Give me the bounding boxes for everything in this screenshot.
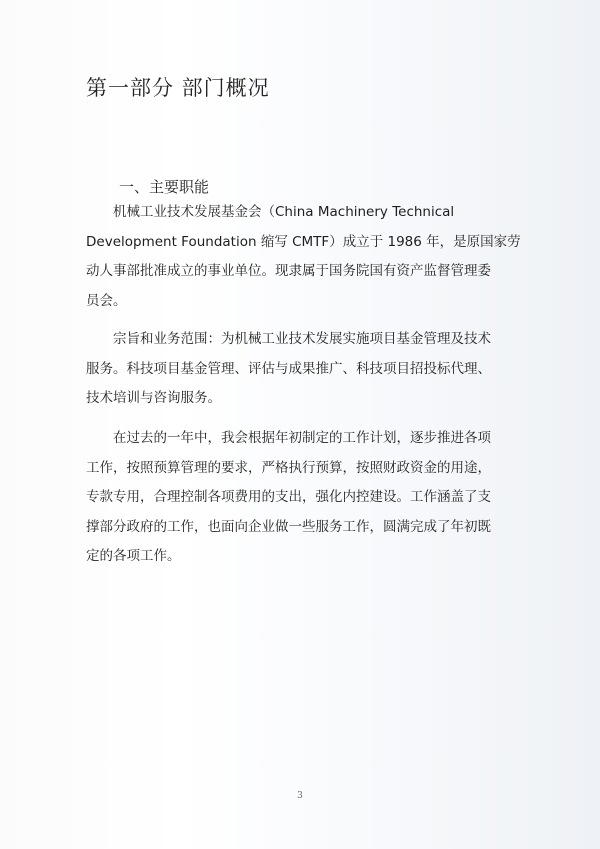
- paragraph-line: 员会。: [86, 292, 127, 309]
- paragraph-line: 机械工业技术发展基金会（China Machinery Technical: [113, 204, 455, 220]
- paragraph-line: 工作，按照预算管理的要求，严格执行预算，按照财政资金的用途，: [86, 459, 491, 476]
- paragraph-line: 定的各项工作。: [86, 548, 181, 565]
- paragraph-review: [86, 424, 514, 572]
- paragraph-line: 在过去的一年中，我会根据年初制定的工作计划，逐步推进各项: [113, 430, 491, 446]
- paragraph-line: 技术培训与咨询服务。: [86, 390, 221, 407]
- paragraph-line: 宗旨和业务范围：为机械工业技术发展实施项目基金管理及技术: [113, 331, 491, 347]
- paragraph-intro: [86, 198, 521, 316]
- page-title: 第一部分 部门概况: [86, 76, 270, 100]
- paragraph-line: 撑部分政府的工作，也面向企业做一些服务工作，圆满完成了年初既: [86, 518, 491, 535]
- paragraph-line: 动人事部批准成立的事业单位。现隶属于国务院国有资产监督管理委: [86, 263, 491, 280]
- section-heading: 一、主要职能: [119, 178, 210, 196]
- paragraph-line: Development Foundation 缩写 CMTF）成立于 1986 年，是原国家劳: [86, 233, 521, 250]
- page-number: 3: [297, 791, 303, 801]
- paragraph-line: 服务。科技项目基金管理、评估与成果推广、科技项目招投标代理、: [86, 360, 491, 377]
- paragraph-line: 专款专用，合理控制各项费用的支出，强化内控建设。工作涵盖了支: [86, 489, 491, 506]
- paragraph-scope: [86, 325, 514, 414]
